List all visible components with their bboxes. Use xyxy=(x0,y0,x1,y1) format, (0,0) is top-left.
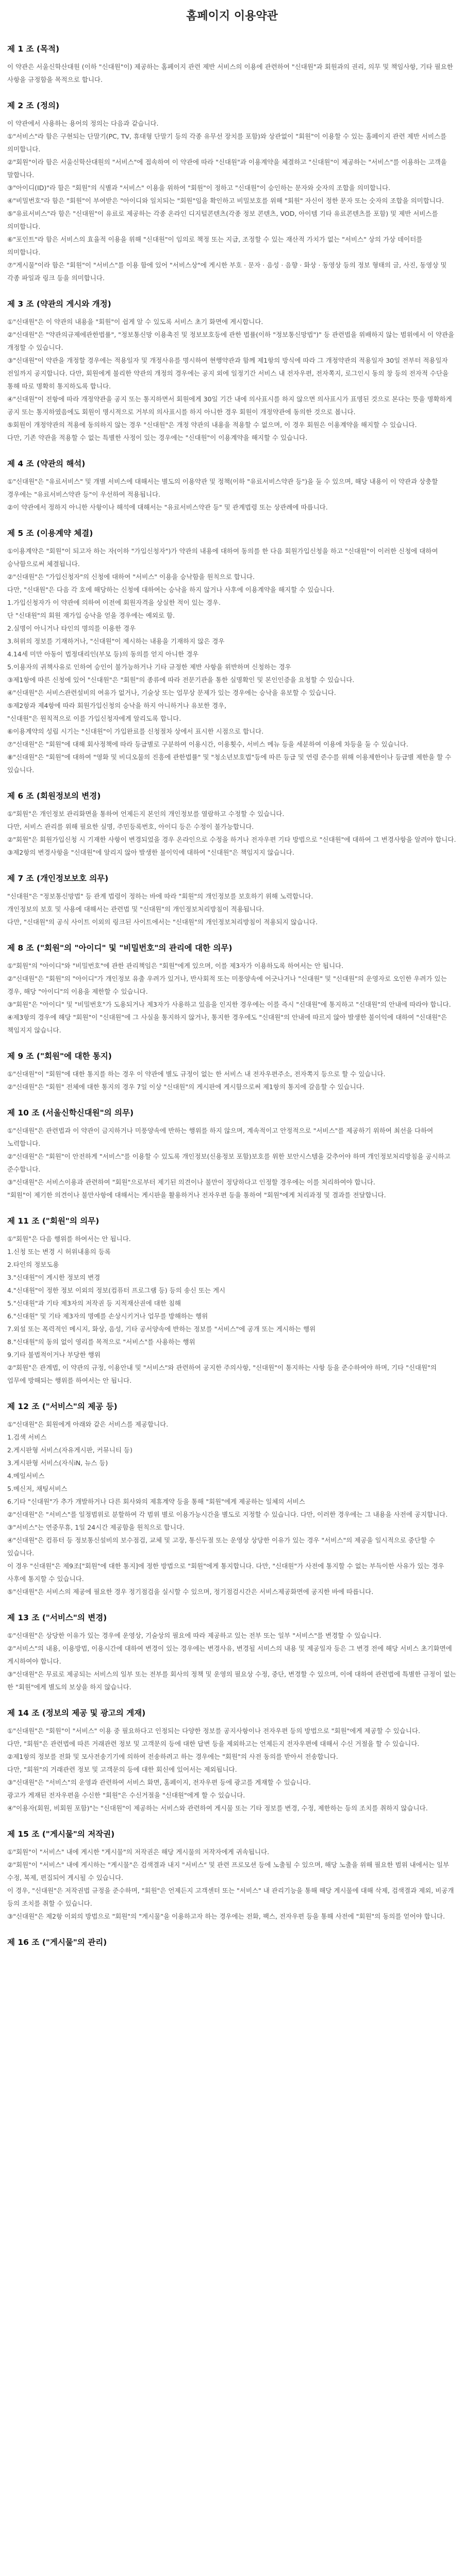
article-paragraph: ①"회원"은 다음 행위를 하여서는 안 됩니다. xyxy=(7,1235,131,1243)
terms-article xyxy=(0,1936,464,1947)
article-paragraph: ⑥"포인트"라 함은 서비스의 효율적 이용을 위해 "신대원"이 임의로 책정 또는 지급, 조정할 수 있는 재산적 가치가 없는 "서비스" 상의 가상 데이터를 의미합니다. xyxy=(7,235,423,256)
article-paragraph: ④"신대원"은 컴퓨터 등 정보통신설비의 보수점검, 교체 및 고장, 통신두절 또는 운영상 상당한 이유가 있는 경우 "서비스"의 제공을 일시적으로 중단할 수 있습니다. xyxy=(7,1536,436,1557)
article-paragraph: 개인정보의 보호 및 사용에 대해서는 관련법 및 "신대원"의 개인정보처리방침이 적용됩니다. xyxy=(7,905,264,913)
article-paragraph: ④"이용자(회원, 비회원 포함)"는 "신대원"이 제공하는 서비스와 관련하여 게시물 또는 기타 정보를 변경, 수정, 제한하는 등의 조치를 취하지 않습니다. xyxy=(7,1804,428,1812)
article-paragraph: ③"회원"은 "아이디" 및 "비밀번호"가 도용되거나 제3자가 사용하고 있음을 인지한 경우에는 이를 즉시 "신대원"에 통지하고 "신대원"의 안내에 따라야 합니다. xyxy=(7,1001,451,1008)
article-paragraph: ①"서비스"라 함은 구현되는 단말기(PC, TV, 휴대형 단말기 등의 각종 유무선 장치를 포함)와 상관없이 "회원"이 이용할 수 있는 홈페이지 관련 제반 서비스를 의미합니다. xyxy=(7,132,447,153)
article-paragraph: ①"신대원"은 "회원"이 "서비스" 이용 중 필요하다고 인정되는 다양한 정보를 공지사항이나 전자우편 등의 방법으로 "회원"에게 제공할 수 있습니다. xyxy=(7,1727,420,1735)
article-paragraph: ②"회원"은 관계법, 이 약관의 규정, 이용안내 및 "서비스"와 관련하여 공지한 주의사항, "신대원"이 통지하는 사항 등을 준수하여야 하며, 기타 "신대원"의 업무에 방해되는 행위를 하여서는 안 됩니다. xyxy=(7,1364,437,1384)
article-paragraph: ④"비밀번호"라 함은 "회원"이 부여받은 "아이디와 일치되는 "회원"임을 확인하고 비밀보호를 위해 "회원" 자신이 정한 문자 또는 숫자의 조합을 의미합니다. xyxy=(7,197,444,205)
article-body xyxy=(7,1232,457,1387)
article-body xyxy=(7,60,457,86)
article-heading: 제 11 조 ("회원"의 의무) xyxy=(7,1216,100,1226)
article-paragraph: 다만, "신대원"은 다음 각 호에 해당하는 신청에 대하여는 승낙을 하지 않거나 사후에 이용계약을 해지할 수 있습니다. xyxy=(7,586,335,594)
terms-article xyxy=(0,298,464,444)
article-paragraph: 4.메일서비스 xyxy=(7,1472,45,1480)
terms-article xyxy=(0,942,464,1037)
article-paragraph: ②"회원"은 회원가입신청 시 기재한 사항이 변경되었을 경우 온라인으로 수정을 하거나 전자우편 기타 방법으로 "신대원"에 대하여 그 변경사항을 알려야 합니다. xyxy=(7,836,456,843)
article-paragraph: 이 경우, "신대원"은 저작권법 규정을 준수하며, "회원"은 언제든지 고객센터 또는 "서비스" 내 관리기능을 통해 해당 게시물에 대해 삭제, 검색결과 제외, 비공개 등의 조치를 취할 수 있습니다. xyxy=(7,1887,454,1907)
article-paragraph: ⑧"신대원"은 "회원"에 대하여 "영화 및 비디오물의 진흥에 관한법률" 및 "청소년보호법"등에 따른 등급 및 연령 준수를 위해 이용제한이나 등급별 제한을 할 수 있습니다. xyxy=(7,753,452,774)
article-paragraph: 이 약관은 서울신학산대원 (이하 "신대원"이) 제공하는 홈페이지 관련 제반 서비스의 이용에 관련하여 "신대원"과 회원과의 권리, 의무 및 책임사항, 기타 필요한 사항을 규정함을 목적으로 합니다. xyxy=(7,63,453,83)
article-paragraph: 2.실명이 아니거나 타인의 명의를 이용한 경우 xyxy=(7,624,136,632)
terms-article xyxy=(0,872,464,928)
article-paragraph: 이 약관에서 사용하는 용어의 정의는 다음과 같습니다. xyxy=(7,120,159,127)
article-body xyxy=(7,890,457,928)
article-paragraph: ④제3항의 경우에 해당 "회원"이 "신대원"에 그 사실을 통지하지 않거나, 통지한 경우에도 "신대원"의 안내에 따르지 않아 발생한 불이익에 대하여 "신대원"은 책임지지 않습니다. xyxy=(7,1013,448,1034)
article-body xyxy=(7,1124,457,1201)
article-paragraph: "회원"이 제기한 의견이나 불만사항에 대해서는 게시판을 활용하거나 전자우편 등을 통하여 "회원"에게 처리과정 및 결과를 전달합니다. xyxy=(7,1191,386,1199)
page-title: 홈페이지 이용약관 xyxy=(186,10,278,23)
article-paragraph: "신대원"은 원칙적으로 이를 가입신청자에게 알리도록 합니다. xyxy=(7,715,181,722)
article-paragraph: 다만, "회원"은 관련법에 따른 거래관련 정보 및 고객문의 등에 대한 답변 등을 제외하고는 언제든지 전자우편에 대해서 수신 거절을 할 수 있습니다. xyxy=(7,1740,420,1748)
article-heading: 제 10 조 (서울신학신대원"의 의무) xyxy=(7,1108,134,1117)
article-paragraph: ⑤제2항과 제4항에 따라 회원가입신청의 승낙을 하지 아니하거나 유보한 경우, xyxy=(7,702,227,709)
article-paragraph: ⑦"게시물"이라 함은 "회원"이 "서비스"를 이용 함에 있어 "서비스상"에 게시한 부호 · 문자 · 음성 · 음향 · 화상 · 동영상 등의 정보 형태의 글, 사진, 동영상 및 각종 파일과 링크 등을 의미합니다. xyxy=(7,261,447,282)
article-paragraph: 이 경우 "신대원"은 제9조["회원"에 대한 통지]에 정한 방법으로 "회원"에게 통지합니다. 다만, "신대원"가 사전에 통지할 수 없는 부득이한 사유가 있는 경우 사후에 통지할 수 있습니다. xyxy=(7,1562,444,1583)
article-paragraph: 다만, "신대원"의 공식 사이트 이외의 링크된 사이트에서는 "신대원"의 개인정보처리방침이 적용되지 않습니다. xyxy=(7,918,318,926)
article-paragraph: ①"신대원"은 "유료서비스" 및 개별 서비스에 대해서는 별도의 이용약관 및 정책(이하 "유료서비스약관 등")을 둘 수 있으며, 해당 내용이 이 약관과 상충할 경우에는 "유료서비스약관 등"이 우선하여 적용됩니다. xyxy=(7,478,438,498)
article-paragraph: 2.게시판형 서비스(자유게시판, 커뮤니티 등) xyxy=(7,1446,132,1454)
terms-article xyxy=(0,790,464,859)
article-paragraph: 3.게시판형 서비스(자식iN, 뉴스 등) xyxy=(7,1459,108,1467)
article-paragraph: ⑤"유료서비스"라 함은 "신대원"이 유료로 제공하는 각종 온라인 디지털콘텐츠(각종 정보 콘텐츠, VOD, 아이템 기타 유료콘텐츠를 포함) 및 제반 서비스를 의미합니다. xyxy=(7,210,438,230)
article-paragraph: ③제1항에 따른 신청에 있어 "신대원"은 "회원"의 종류에 따라 전문기관을 통한 실명확인 및 본인인증을 요청할 수 있습니다. xyxy=(7,676,355,684)
article-body xyxy=(7,1724,457,1815)
article-heading: 제 14 조 (정보의 제공 및 광고의 게재) xyxy=(7,1708,146,1718)
article-paragraph: ②"회원"이 "서비스" 내에 게시하는 "게시물"은 검색결과 내지 "서비스" 및 관련 프로모션 등에 노출될 수 있으며, 해당 노출을 위해 필요한 범위 내에서는 일부 수정, 복제, 편집되어 게시될 수 있습니다. xyxy=(7,1861,450,1882)
article-paragraph: ③"신대원"은 "서비스"의 운영과 관련하여 서비스 화면, 홈페이지, 전자우편 등에 광고를 게재할 수 있습니다. xyxy=(7,1778,311,1786)
article-body xyxy=(7,475,457,514)
article-heading: 제 8 조 ("회원"의 "아이디" 및 "비밀번호"의 관리에 대한 의무) xyxy=(7,943,233,953)
article-paragraph: ①이용계약은 "회원"이 되고자 하는 자(이하 "가입신청자")가 약관의 내용에 대하여 동의를 한 다음 회원가입신청을 하고 "신대원"이 이러한 신청에 대하여 승낙함으로써 체결됩니다. xyxy=(7,547,438,568)
article-body xyxy=(7,959,457,1037)
article-paragraph: 5.이용자의 귀책사유로 인하여 승인이 불가능하거나 기타 규정한 제반 사항을 위반하며 신청하는 경우 xyxy=(7,663,291,671)
article-heading: 제 3 조 (약관의 게시와 개정) xyxy=(7,299,111,309)
article-paragraph: ④"신대원"은 서비스관련설비의 여유가 없거나, 기술상 또는 업무상 문제가 있는 경우에는 승낙을 유보할 수 있습니다. xyxy=(7,689,336,697)
article-paragraph: ⑥이용계약의 성립 시기는 "신대원"이 가입완료를 신청절차 상에서 표시한 시점으로 합니다. xyxy=(7,727,264,735)
article-paragraph: ⑦"신대원"은 "회원"에 대해 회사정책에 따라 등급별로 구분하여 이용시간, 이용횟수, 서비스 메뉴 등을 세분하여 이용에 차등을 둘 수 있습니다. xyxy=(7,740,408,748)
terms-article xyxy=(0,1215,464,1387)
article-heading: 제 9 조 ("회원"에 대한 통지) xyxy=(7,1052,112,1061)
article-heading: 제 6 조 (회원정보의 변경) xyxy=(7,791,101,801)
article-paragraph: ②"서비스"의 내용, 이용방법, 이용시간에 대하여 변경이 있는 경우에는 변경사유, 변경될 서비스의 내용 및 제공일자 등은 그 변경 전에 해당 서비스 초기화면에 게시하여야 합니다. xyxy=(7,1645,452,1665)
article-heading: 제 15 조 ("게시물"의 저작권) xyxy=(7,1829,115,1839)
article-paragraph: ①"신대원"은 상당한 이유가 있는 경우에 운영상, 기술상의 필요에 따라 제공하고 있는 전부 또는 일부 "서비스"를 변경할 수 있습니다. xyxy=(7,1632,382,1639)
terms-article xyxy=(0,43,464,86)
terms-article xyxy=(0,1107,464,1201)
article-heading: 제 12 조 ("서비스"의 제공 등) xyxy=(7,1402,118,1411)
article-heading: 제 13 조 ("서비스"의 변경) xyxy=(7,1613,107,1622)
article-heading: 제 16 조 ("게시물"의 관리) xyxy=(7,1938,107,1947)
article-paragraph: "신대원"은 "정보통신망법" 등 관계 법령이 정하는 바에 따라 "회원"의 개인정보를 보호하기 위해 노력합니다. xyxy=(7,892,313,900)
article-paragraph: 단 "신대원"의 회원 재가입 승낙을 얻을 경우에는 예외로 함. xyxy=(7,612,175,619)
article-paragraph: 5.메신저, 채팅서비스 xyxy=(7,1485,68,1493)
article-paragraph: 다만, 기존 약관을 적용할 수 없는 특별한 사정이 있는 경우에는 "신대원"이 이용계약을 해지할 수 있습니다. xyxy=(7,434,308,442)
terms-article xyxy=(0,1828,464,1923)
article-heading: 제 2 조 (정의) xyxy=(7,101,60,110)
article-body xyxy=(7,1418,457,1598)
article-paragraph: ①"신대원"이 "회원"에 대한 통지를 하는 경우 이 약관에 별도 규정이 없는 한 서비스 내 전자우편주소, 전자쪽지 등으로 할 수 있습니다. xyxy=(7,1070,386,1078)
article-body xyxy=(7,1067,457,1093)
article-paragraph: ①"신대원"은 회원에게 아래와 같은 서비스를 제공합니다. xyxy=(7,1420,169,1428)
article-paragraph: ①"회원"의 "아이디"와 "비밀번호"에 관한 관리책임은 "회원"에게 있으며, 이를 제3자가 이용하도록 하여서는 안 됩니다. xyxy=(7,962,344,970)
terms-article xyxy=(0,527,464,776)
article-paragraph: 다만, 서비스 관리를 위해 필요한 실명, 주민등록번호, 아이디 등은 수정이 불가능합니다. xyxy=(7,823,254,831)
article-paragraph: ④"신대원"이 전항에 따라 개정약관을 공지 또는 통지하면서 회원에게 30일 기간 내에 의사표시를 하지 않으면 의사표시가 표명된 것으로 본다는 뜻을 명확하게 공지 또는 통지하였음에도 회원이 명시적으로 거부의 의사표시를 하지 아니한 경우 회원이 개정약관에 동의한 것으로 봅니다. xyxy=(7,395,452,416)
article-paragraph: ③제2항의 변경사항을 "신대원"에 알리지 않아 발생한 불이익에 대하여 "신대원"은 책임지지 않습니다. xyxy=(7,849,294,856)
article-paragraph: 9.기타 불법적이거나 부당한 행위 xyxy=(7,1351,101,1359)
article-paragraph: 4.14세 미만 아동이 법정대리인(부모 등)의 동의를 얻지 아니한 경우 xyxy=(7,650,199,658)
article-paragraph: 7.외설 또는 폭력적인 메시지, 화상, 음성, 기타 공서양속에 반하는 정보를 "서비스"에 공개 또는 게시하는 행위 xyxy=(7,1325,316,1333)
article-paragraph: 1.가입신청자가 이 약관에 의하여 이전에 회원자격을 상실한 적이 있는 경우. xyxy=(7,599,221,606)
article-paragraph: 다만, "회원"의 거래관련 정보 및 고객문의 등에 대한 회신에 있어서는 제외됩니다. xyxy=(7,1766,237,1773)
article-paragraph: ②"신대원"은 "회원"의 "아이디"가 개인정보 유출 우려가 있거나, 반사회적 또는 미풍양속에 어긋나거나 "신대원" 및 "신대원"의 운영자로 오인한 우려가 있는 경우, 해당 "아이디"의 이용을 제한할 수 있습니다. xyxy=(7,975,447,995)
article-paragraph: ②"신대원"은 "서비스"를 일정범위로 분할하여 각 범위 별로 이용가능시간을 별도로 지정할 수 있습니다. 다만, 이러한 경우에는 그 내용을 사전에 공지합니다. xyxy=(7,1511,448,1518)
article-paragraph: ③"신대원"은 서비스이용과 관련하여 "회원"으로부터 제기된 의견이나 불만이 정당하다고 인정할 경우에는 이를 처리하여야 합니다. xyxy=(7,1178,375,1186)
article-paragraph: 3."신대원"이 게시한 정보의 변경 xyxy=(7,1274,101,1281)
article-paragraph: 2.타인의 정보도용 xyxy=(7,1261,59,1268)
article-paragraph: ①"신대원"은 관련법과 이 약관이 금지하거나 미풍양속에 반하는 행위를 하지 않으며, 계속적이고 안정적으로 "서비스"를 제공하기 위하여 최선을 다하여 노력합니다. xyxy=(7,1127,434,1147)
article-paragraph: ②"회원"이라 함은 서울신학산대원의 "서비스"에 접속하여 이 약관에 따라 "신대원"과 이용계약을 체결하고 "신대원"이 제공하는 "서비스"를 이용하는 고객을 말합니다. xyxy=(7,158,447,179)
terms-article xyxy=(0,1707,464,1815)
article-paragraph: ③"서비스"는 연중무휴, 1일 24시간 제공함을 원칙으로 합니다. xyxy=(7,1523,185,1531)
article-body xyxy=(7,1845,457,1923)
article-paragraph: ①"회원"이 "서비스" 내에 게시한 "게시물"의 저작권은 해당 게시물의 저작자에게 귀속됩니다. xyxy=(7,1848,270,1856)
article-paragraph: ②"신대원"은 "가입신청자"의 신청에 대하여 "서비스" 이용을 승낙함을 원칙으로 합니다. xyxy=(7,573,255,581)
article-paragraph: ③"신대원"은 무료로 제공되는 서비스의 일부 또는 전부를 회사의 정책 및 운영의 필요상 수정, 중단, 변경할 수 있으며, 이에 대하여 관련법에 특별한 규정이 없는 한 "회원"에게 별도의 보상을 하지 않습니다. xyxy=(7,1670,456,1691)
article-paragraph: ③"신대원"이 약관을 개정할 경우에는 적용일자 및 개정사유를 명시하여 현행약관과 함께 제1항의 방식에 따라 그 개정약관의 적용일자 30일 전부터 적용일자 전일까지 공지합니다. 다만, 회원에게 불리한 약관의 개정의 경우에는 공지 외에 일정기간 서비스 내 전자우편, 전자쪽지, 로그인시 동의 창 등의 전자적 수단을 통해 따로 명확히 통지하도록 합니다. xyxy=(7,357,449,390)
terms-article xyxy=(0,1612,464,1693)
terms-article xyxy=(0,99,464,284)
terms-article-list xyxy=(0,43,464,1947)
article-paragraph: 광고가 게재된 전자우편을 수신한 "회원"은 수신거절을 "신대원"에게 할 수 있습니다. xyxy=(7,1791,245,1799)
terms-article xyxy=(0,457,464,514)
article-paragraph: ②이 약관에서 정하지 아니한 사항이나 해석에 대해서는 "유료서비스약관 등" 및 관계법령 또는 상관례에 따릅니다. xyxy=(7,503,328,511)
article-paragraph: 1.신청 또는 변경 시 허위내용의 등록 xyxy=(7,1248,111,1256)
article-paragraph: ①"신대원"은 이 약관의 내용을 "회원"이 쉽게 알 수 있도록 서비스 초기 화면에 게시합니다. xyxy=(7,318,263,326)
article-heading: 제 1 조 (목적) xyxy=(7,44,60,54)
article-paragraph: 5."신대원"과 기타 제3자의 저작권 등 지적재산권에 대한 침해 xyxy=(7,1299,181,1307)
article-paragraph: ①"회원"은 개인정보 관리화면을 통하여 언제든지 본인의 개인정보를 열람하고 수정할 수 있습니다. xyxy=(7,810,285,818)
article-body xyxy=(7,545,457,776)
article-paragraph: 6.기타 "신대원"가 추가 개발하거나 다른 회사와의 제휴계약 등을 통해 "회원"에게 제공하는 일체의 서비스 xyxy=(7,1498,305,1505)
article-paragraph: 8."신대원"의 동의 없이 영리를 목적으로 "서비스"를 사용하는 행위 xyxy=(7,1338,195,1346)
article-paragraph: ⑤"신대원"은 서비스의 제공에 필요한 경우 정기점검을 실시할 수 있으며, 정기점검시간은 서비스제공화면에 공지한 바에 따릅니다. xyxy=(7,1588,374,1596)
article-paragraph: ②"신대원"은 "회원" 전체에 대한 통지의 경우 7일 이상 "신대원"의 게시판에 게시함으로써 제1항의 통지에 갈음할 수 있습니다. xyxy=(7,1083,364,1091)
article-body xyxy=(7,1629,457,1693)
article-heading: 제 5 조 (이용계약 체결) xyxy=(7,529,93,538)
terms-article xyxy=(0,1050,464,1093)
article-paragraph: 6."신대원" 및 기타 제3자의 명예를 손상시키거나 업무를 방해하는 행위 xyxy=(7,1312,208,1320)
article-paragraph: 3.허위의 정보를 기재하거나, "신대원"이 제시하는 내용을 기재하지 않은 경우 xyxy=(7,637,225,645)
terms-article xyxy=(0,1400,464,1598)
article-paragraph: 1.검색 서비스 xyxy=(7,1433,47,1441)
article-heading: 제 4 조 (약관의 해석) xyxy=(7,459,86,468)
article-paragraph: ③"아이디(ID)"라 함은 "회원"의 식별과 "서비스" 이용을 위하여 "회원"이 정하고 "신대원"이 승인하는 문자와 숫자의 조합을 의미합니다. xyxy=(7,184,391,192)
article-heading: 제 7 조 (개인정보보호 의무) xyxy=(7,874,109,883)
article-paragraph: ②"신대원"은 "약관의규제에관한법률", "정보통신망 이용촉진 및 정보보호등에 관한 법률(이하 "정보통신망법")" 등 관련법을 위배하지 않는 범위에서 이 약관을 개정할 수 있습니다. xyxy=(7,331,455,351)
article-paragraph: ③"신대원"은 제2항 이외의 방법으로 "회원"의 "게시물"을 이용하고자 하는 경우에는 전화, 팩스, 전자우편 등을 통해 사전에 "회원"의 동의를 얻어야 합니다. xyxy=(7,1912,445,1920)
article-paragraph: ⑤회원이 개정약관의 적용에 동의하지 않는 경우 "신대원"은 개정 약관의 내용을 적용할 수 없으며, 이 경우 회원은 이용계약을 해지할 수 있습니다. xyxy=(7,421,417,429)
article-body xyxy=(7,315,457,444)
article-paragraph: 4."신대원"이 정한 정보 이외의 정보(컴퓨터 프로그램 등) 등의 송신 또는 게시 xyxy=(7,1286,226,1294)
article-paragraph: ②제1항의 정보를 전화 및 모사전송기기에 의하여 전송하려고 하는 경우에는 "회원"의 사전 동의를 받아서 전송합니다. xyxy=(7,1753,338,1760)
article-body xyxy=(7,807,457,859)
article-body xyxy=(7,117,457,284)
article-paragraph: ②"신대원"은 "회원"이 안전하게 "서비스"를 이용할 수 있도록 개인정보(신용정보 포함)보호를 위한 보안시스템을 갖추어야 하며 개인정보처리방침을 공시하고 준수합니다. xyxy=(7,1153,451,1173)
